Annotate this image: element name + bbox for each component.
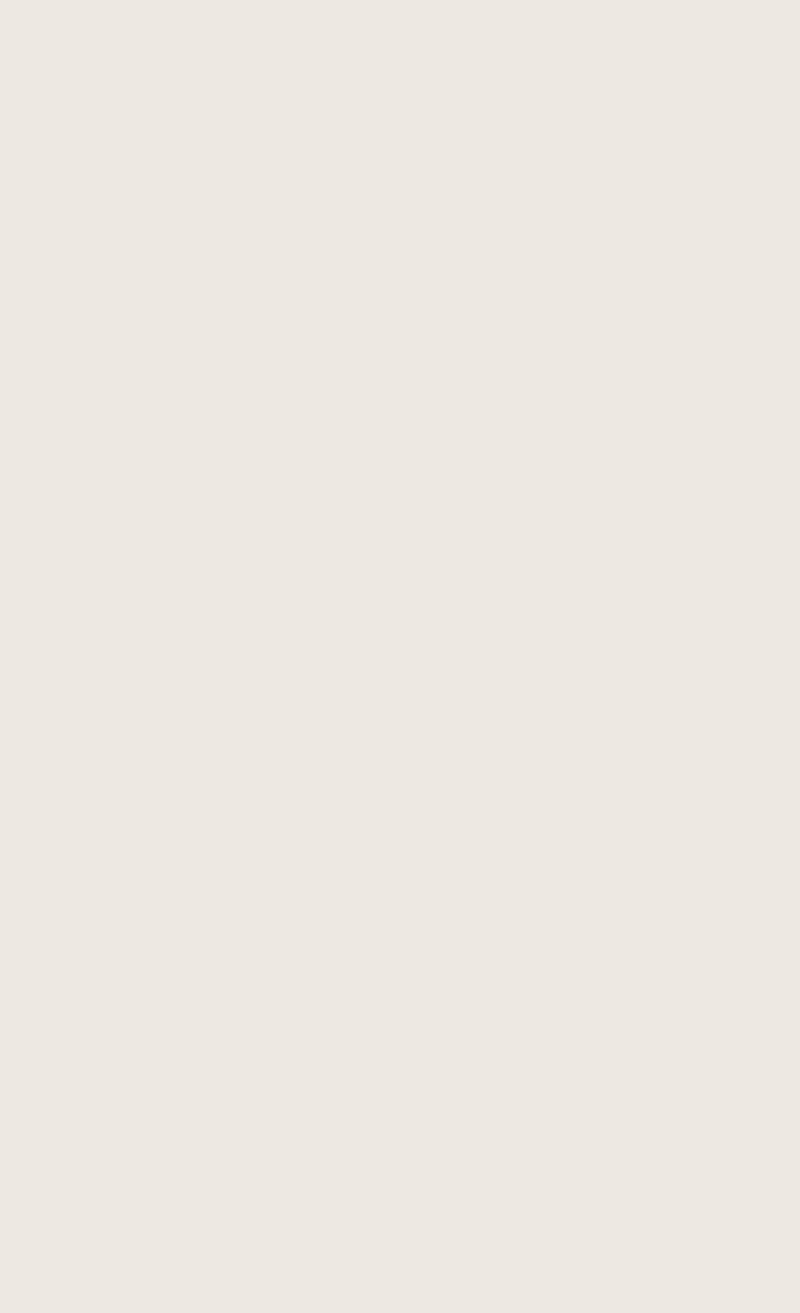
page-footer [86,792,678,814]
page-header [86,86,678,116]
footer-line [86,792,678,814]
